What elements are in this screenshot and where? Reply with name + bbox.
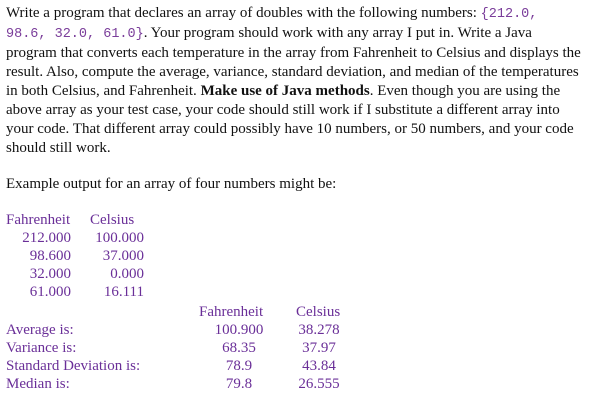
stats-table: [6, 303, 366, 399]
example-intro: Example output for an array of four numbers might be:: [6, 176, 337, 192]
stats-c-variance: 37.97: [302, 340, 336, 356]
stats-f-median: 79.8: [225, 376, 253, 392]
problem-text-2: . Your program should work with any array I put in. Write a Java program that converts each temperature in the array from Fahrenheit to Celsius and displays the result. Also, compute the average, variance, standard deviation, and median of the temperatures in both Celsius, and Fahrenheit.: [6, 25, 581, 99]
array-literal: {212.0, 98.6, 32.0, 61.0}: [6, 7, 538, 42]
conv-f-2: 98.600: [29, 248, 71, 264]
stats-header-celsius: Celsius: [296, 304, 341, 320]
conv-f-4: 61.000: [29, 284, 71, 300]
stats-label-variance: Variance is:: [6, 340, 77, 356]
stats-f-variance: 68.35: [222, 340, 256, 356]
conv-c-1: 100.000: [95, 230, 144, 246]
conv-c-4: 16.111: [103, 284, 144, 300]
problem-text-1: Write a program that declares an array of doubles with the following numbers:: [6, 5, 481, 21]
conv-header-celsius: Celsius: [90, 212, 135, 228]
stats-label-average: Average is:: [6, 322, 74, 338]
stats-label-median: Median is:: [6, 376, 70, 392]
stats-c-average: 38.278: [298, 322, 340, 338]
conv-f-3: 32.000: [29, 266, 71, 282]
problem-text-3: . Even though you are using the above array as your test case, your code should still work if I substitute a different array into your code. That different array could possibly have 10 numbers, or 50 numbers, and your code should still work.: [6, 83, 574, 156]
problem-statement: [6, 4, 584, 158]
conv-f-1: 212.000: [22, 230, 71, 246]
bold-instruction: Make use of Java methods: [200, 83, 370, 99]
conv-c-2: 37.000: [102, 248, 144, 264]
stats-f-average: 100.900: [214, 322, 264, 338]
stats-header-fahrenheit: Fahrenheit: [199, 304, 264, 320]
stats-f-stddev: 78.9: [225, 358, 253, 374]
conv-c-3: 0.000: [110, 266, 144, 282]
stats-label-stddev: Standard Deviation is:: [6, 358, 141, 374]
conv-header-fahrenheit: Fahrenheit: [6, 212, 71, 228]
stats-c-median: 26.555: [298, 376, 340, 392]
conversion-table: [6, 211, 156, 303]
stats-c-stddev: 43.84: [302, 358, 336, 374]
